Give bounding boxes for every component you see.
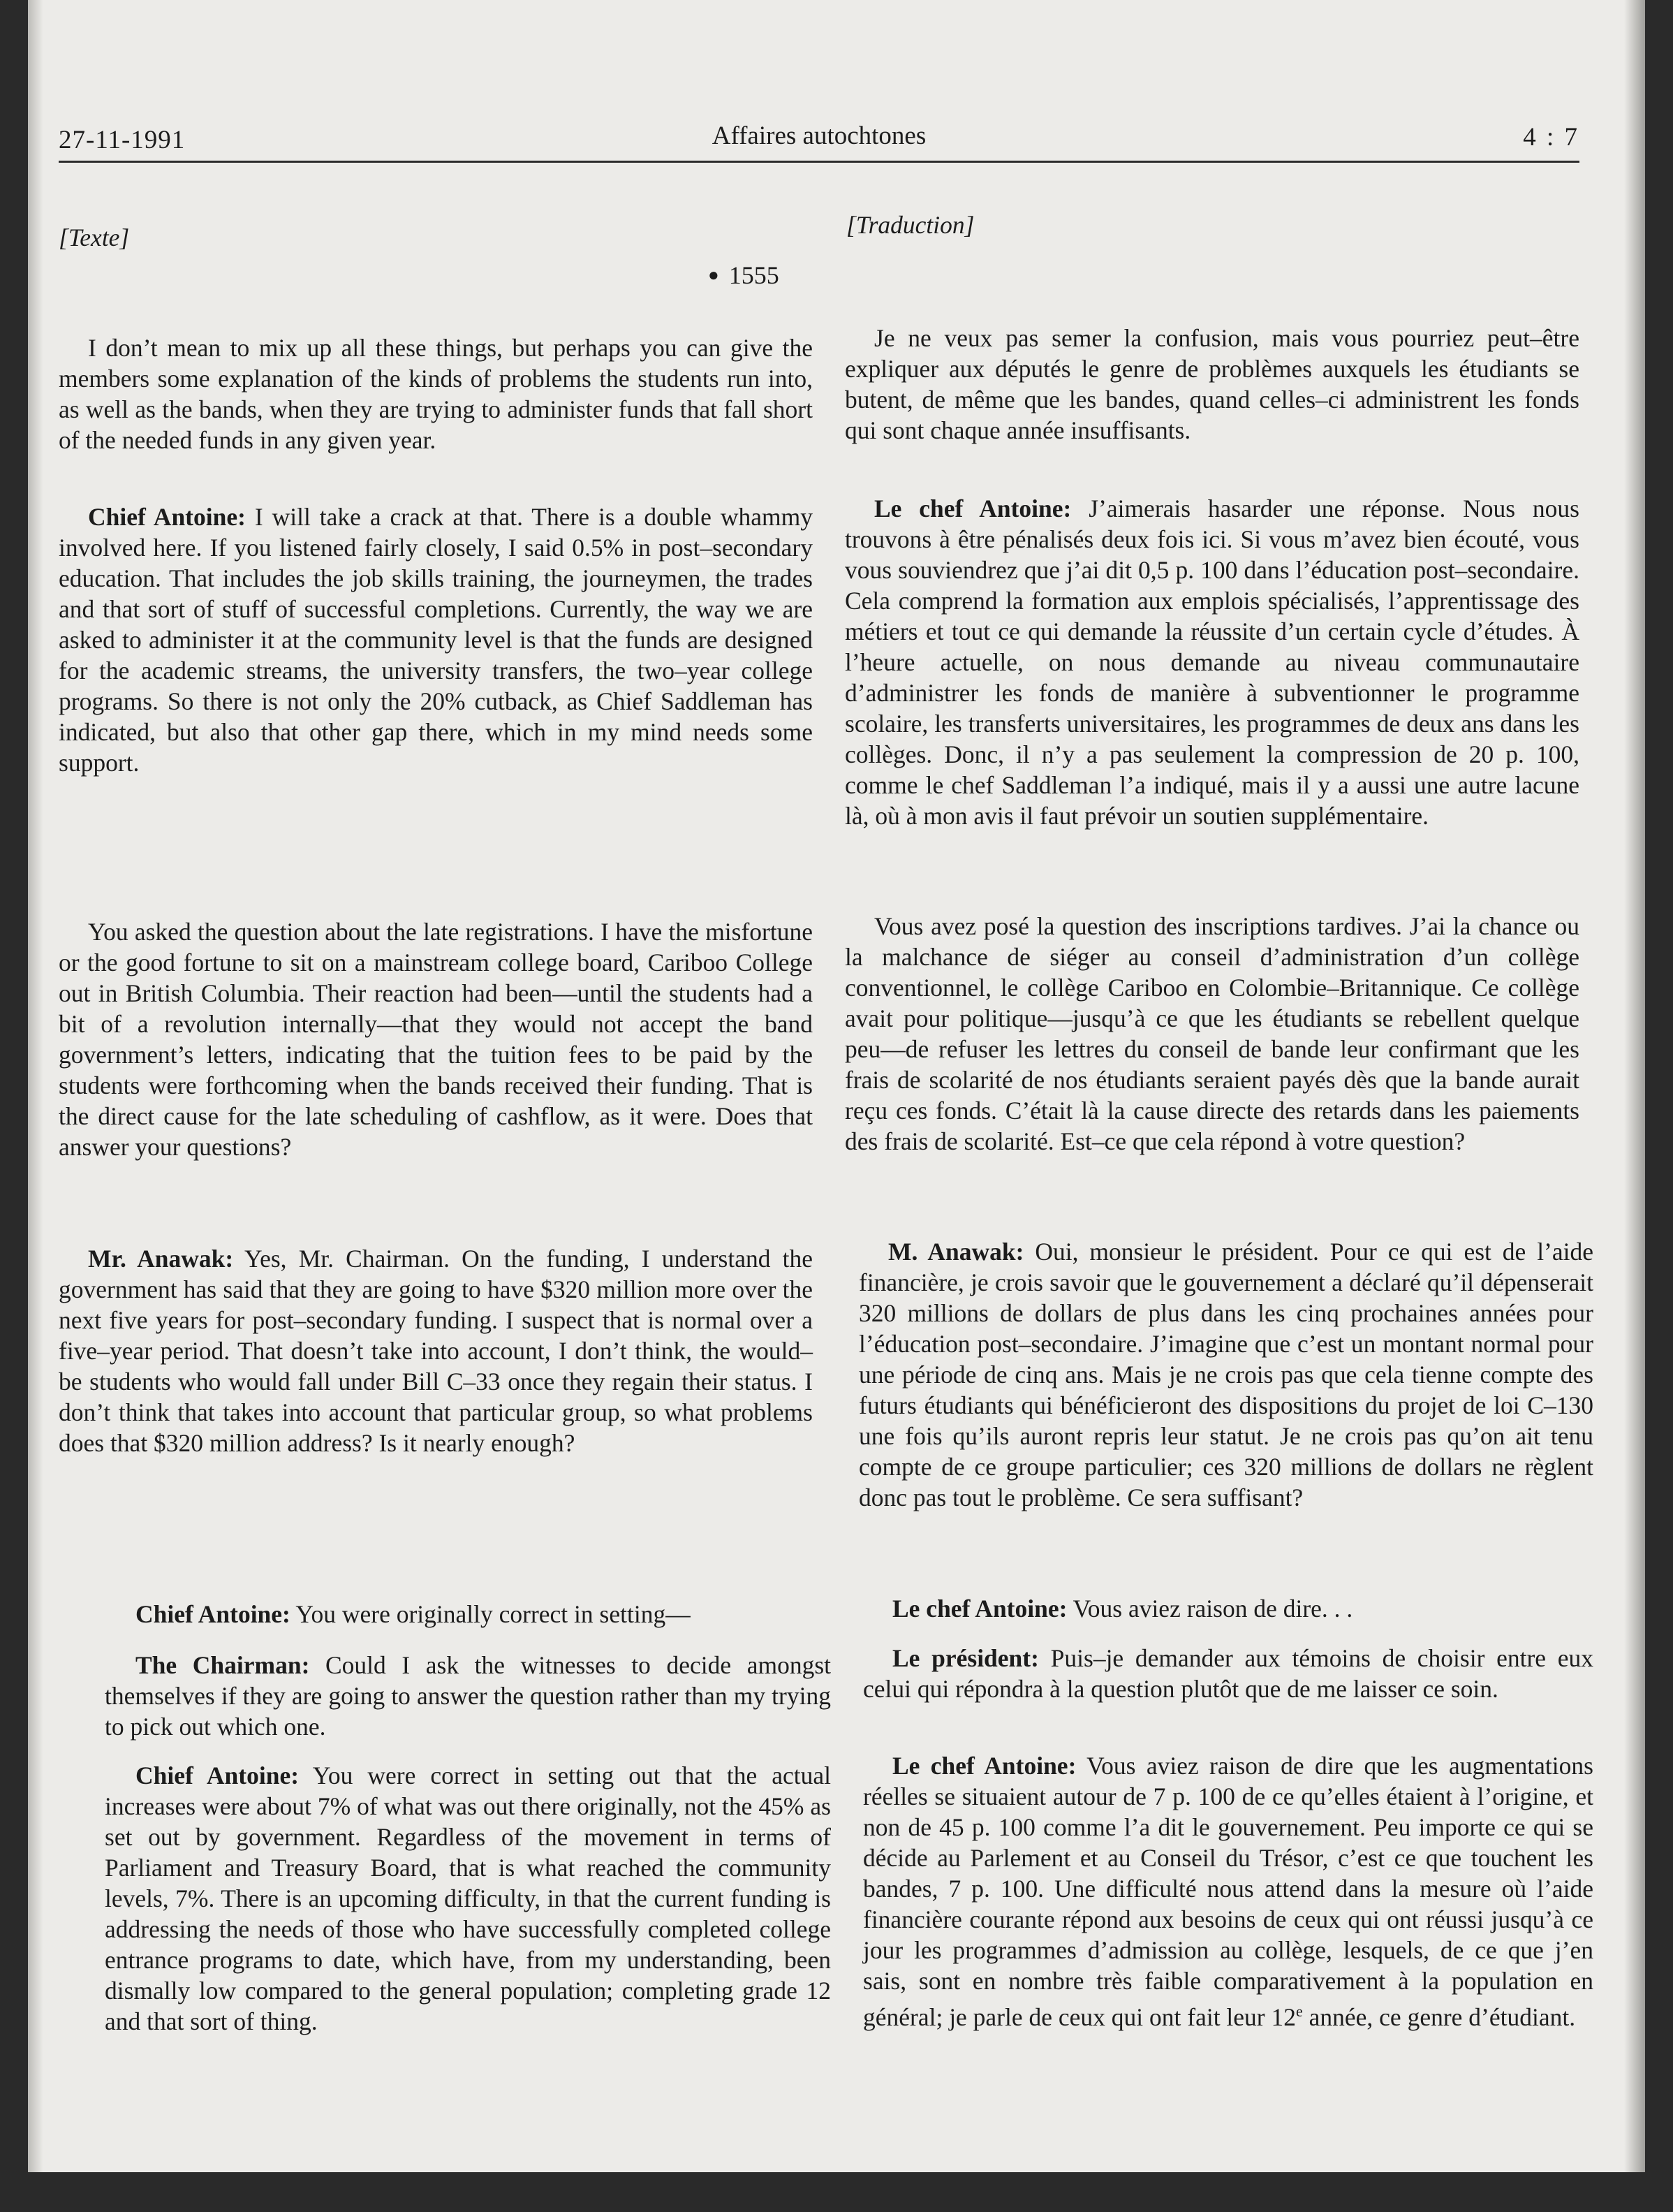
left-p1-text: I don’t mean to mix up all these things, but perhaps you can give the members some explanation of the kinds of problems the students run into, as well as the bands, when they are trying to administer funds that fall short of the needed funds in any given year. [59, 334, 813, 454]
speaker: Mr. Anawak: [88, 1245, 234, 1273]
time-marker [708, 261, 779, 290]
speaker: Le président: [892, 1644, 1039, 1672]
speaker: M. Anawak: [888, 1238, 1024, 1266]
left-paragraph-3 [59, 916, 813, 1162]
left-p7-text: You were correct in setting out that the actual increases were about 7% of what was out there originally, not the 45% as set out by government. Regardless of the movement in terms of Parliament and Treasury Board, that is what reached the community levels, 7%. There is an upcoming difficulty, in that the current funding is addressing the needs of those who have successfully completed college entrance programs to date, which have, from my understanding, been dismally low compared to the general population; completing grade 12 and that sort of thing. [105, 1761, 832, 2035]
left-paragraph-5 [105, 1599, 831, 1629]
right-paragraph-6 [863, 1643, 1593, 1704]
right-column-tag: [Traduction] [846, 211, 975, 239]
left-p5-text: You were originally correct in setting— [290, 1600, 691, 1628]
right-paragraph-2 [845, 493, 1579, 831]
left-paragraph-1 [59, 332, 813, 455]
speaker: Le chef Antoine: [874, 495, 1072, 522]
left-paragraph-7 [105, 1760, 831, 2037]
right-p5-text: Vous aviez raison de dire. . . [1067, 1595, 1353, 1623]
right-paragraph-3 [845, 911, 1579, 1157]
right-p1-text: Je ne veux pas semer la confusion, mais vous pourriez peut–être expliquer aux députés le genre de problèmes auxquels les étudiants se butent, de même que les bandes, quand celles–ci administrent les fonds qui sont chaque année insuffisants. [845, 324, 1579, 444]
right-p7-text-a: Vous aviez raison de dire que les augmentations réelles se situaient autour de 7 p. 100 de ce qu’elles étaient à l’origine, et non de 45 p. 100 comme l’a dit le gouvernement. Peu importe ce qui se décide au Parlement et au Conseil du Trésor, c’est ce que touchent les bandes, 7 p. 100. Une difficulté nous attend dans la mesure où l’aide financière courante répond aux besoins de ceux qui ont réussi jusqu’à ce jour les programmes d’admission au collège, lesquels, de ce que j’en sais, sont en nombre très faible comparativement à la population en général; je parle de ceux qui ont fait leur 12 [863, 1752, 1593, 2031]
header-rule [59, 161, 1579, 163]
speaker: The Chairman: [135, 1651, 310, 1679]
speaker: Chief Antoine: [88, 503, 246, 531]
speaker: Chief Antoine: [135, 1761, 300, 1789]
bullet-icon: ● [708, 265, 719, 285]
speaker: Chief Antoine: [135, 1600, 290, 1628]
right-paragraph-4 [859, 1236, 1593, 1513]
right-paragraph-1 [845, 323, 1579, 446]
right-paragraph-5 [863, 1593, 1593, 1624]
header-date: 27-11-1991 [59, 126, 186, 154]
right-p7-text-b: année, ce genre d’étudiant. [1302, 2002, 1576, 2031]
document-page [28, 0, 1645, 2172]
header-page-number: 4 : 7 [1523, 123, 1579, 152]
left-p2-text: I will take a crack at that. There is a double whammy involved here. If you listened fairly closely, I said 0.5% in post–secondary education. That includes the job skills training, the journeymen, the trades and that sort of stuff of successful completions. Currently, the way we are asked to administer it at the community level is that the funds are designed for the academic streams, the university transfers, the two–year college programs. So there is not only the 20% cutback, as Chief Saddleman has indicated, but also that other gap there, which in my mind needs some support. [59, 503, 813, 777]
left-p6-text: Could I ask the witnesses to decide amongst themselves if they are going to answer the question rather than my trying to pick out which one. [105, 1651, 831, 1741]
left-p3-text: You asked the question about the late registrations. I have the misfortune or the good fortune to sit on a mainstream college board, Cariboo College out in British Columbia. Their reaction had been—until the students had a bit of a revolution internally—that they would not accept the band government’s letters, indicating that the tuition fees to be paid by the students were forthcoming when the bands received their funding. That is the direct cause for the late scheduling of cashflow, as it were. Does that answer your questions? [59, 918, 813, 1161]
right-p3-text: Vous avez posé la question des inscriptions tardives. J’ai la chance ou la malchance de siéger au conseil d’administration d’un collège conventionnel, le collège Cariboo en Colombie–Britannique. Ce collège avait pour politique—jusqu’à ce que les étudiants se rebellent quelque peu—de refuser les lettres du conseil de bande leur confirmant que les frais de scolarité de nos étudiants seraient payés dès que la bande aurait reçu ces fonds. C’était là la cause directe des retards dans les paiements des frais de scolarité. Est–ce que cela répond à votre question? [845, 912, 1579, 1155]
left-paragraph-4 [59, 1243, 813, 1458]
superscript: e [1296, 2002, 1303, 2020]
right-p4-text: Oui, monsieur le président. Pour ce qui est de l’aide financière, je crois savoir que le gouvernement a déclaré qu’il dépenserait 320 millions de dollars de plus dans les cinq prochaines années pour l’éducation post–secondaire. J’imagine que c’est un montant normal pour une période de cinq ans. Mais je ne crois pas que cela tienne compte des futurs étudiants qui bénéficieront des dispositions du projet de loi C–130 une fois qu’ils auront repris leur statut. Je ne crois pas qu’on ait tenu compte de ce groupe particulier; ces 320 millions de dollars ne règlent donc pas tout le problème. Ce sera suffisant? [859, 1238, 1594, 1511]
speaker: Le chef Antoine: [892, 1595, 1068, 1623]
left-paragraph-2 [59, 501, 813, 778]
left-paragraph-6 [105, 1650, 831, 1742]
speaker: Le chef Antoine: [892, 1752, 1077, 1780]
header-title: Affaires autochtones [712, 122, 927, 150]
time-marker-value: 1555 [728, 261, 779, 289]
left-p4-text: Yes, Mr. Chairman. On the funding, I understand the government has said that they are going to have $320 million more over the next five years for post–secondary funding. I suspect that is normal over a five–year period. That doesn’t take into account, I don’t think, the would–be students who would fall under Bill C–33 once they regain their status. I don’t think that takes into account that particular group, so what problems does that $320 million address? Is it nearly enough? [59, 1245, 813, 1457]
right-paragraph-7 [863, 1750, 1593, 2032]
adjacent-page-edge [28, 908, 46, 2130]
page-header [59, 119, 1579, 162]
right-p6-text: Puis–je demander aux témoins de choisir entre eux celui qui répondra à la question plutôt que de me laisser ce soin. [863, 1644, 1593, 1703]
right-p2-text: J’aimerais hasarder une réponse. Nous nous trouvons à être pénalisés deux fois ici. Si vous m’avez bien écouté, vous vous souviendrez que j’ai dit 0,5 p. 100 dans l’éducation post–secondaire. Cela comprend la formation aux emplois spécialisés, l’apprentissage des métiers et tout ce qui demande la réussite d’un certain cycle d’études. À l’heure actuelle, on nous demande au niveau communautaire d’administrer les fonds de manière à subventionner le programme scolaire, les transferts universitaires, les programmes de deux ans dans les collèges. Donc, il n’y a pas seulement la compression de 20 p. 100, comme le chef Saddleman l’a indiqué, mais il y a aussi une autre lacune là, où à mon avis il faut prévoir un soutien supplémentaire. [845, 495, 1579, 830]
left-column-tag: [Texte] [59, 224, 130, 251]
